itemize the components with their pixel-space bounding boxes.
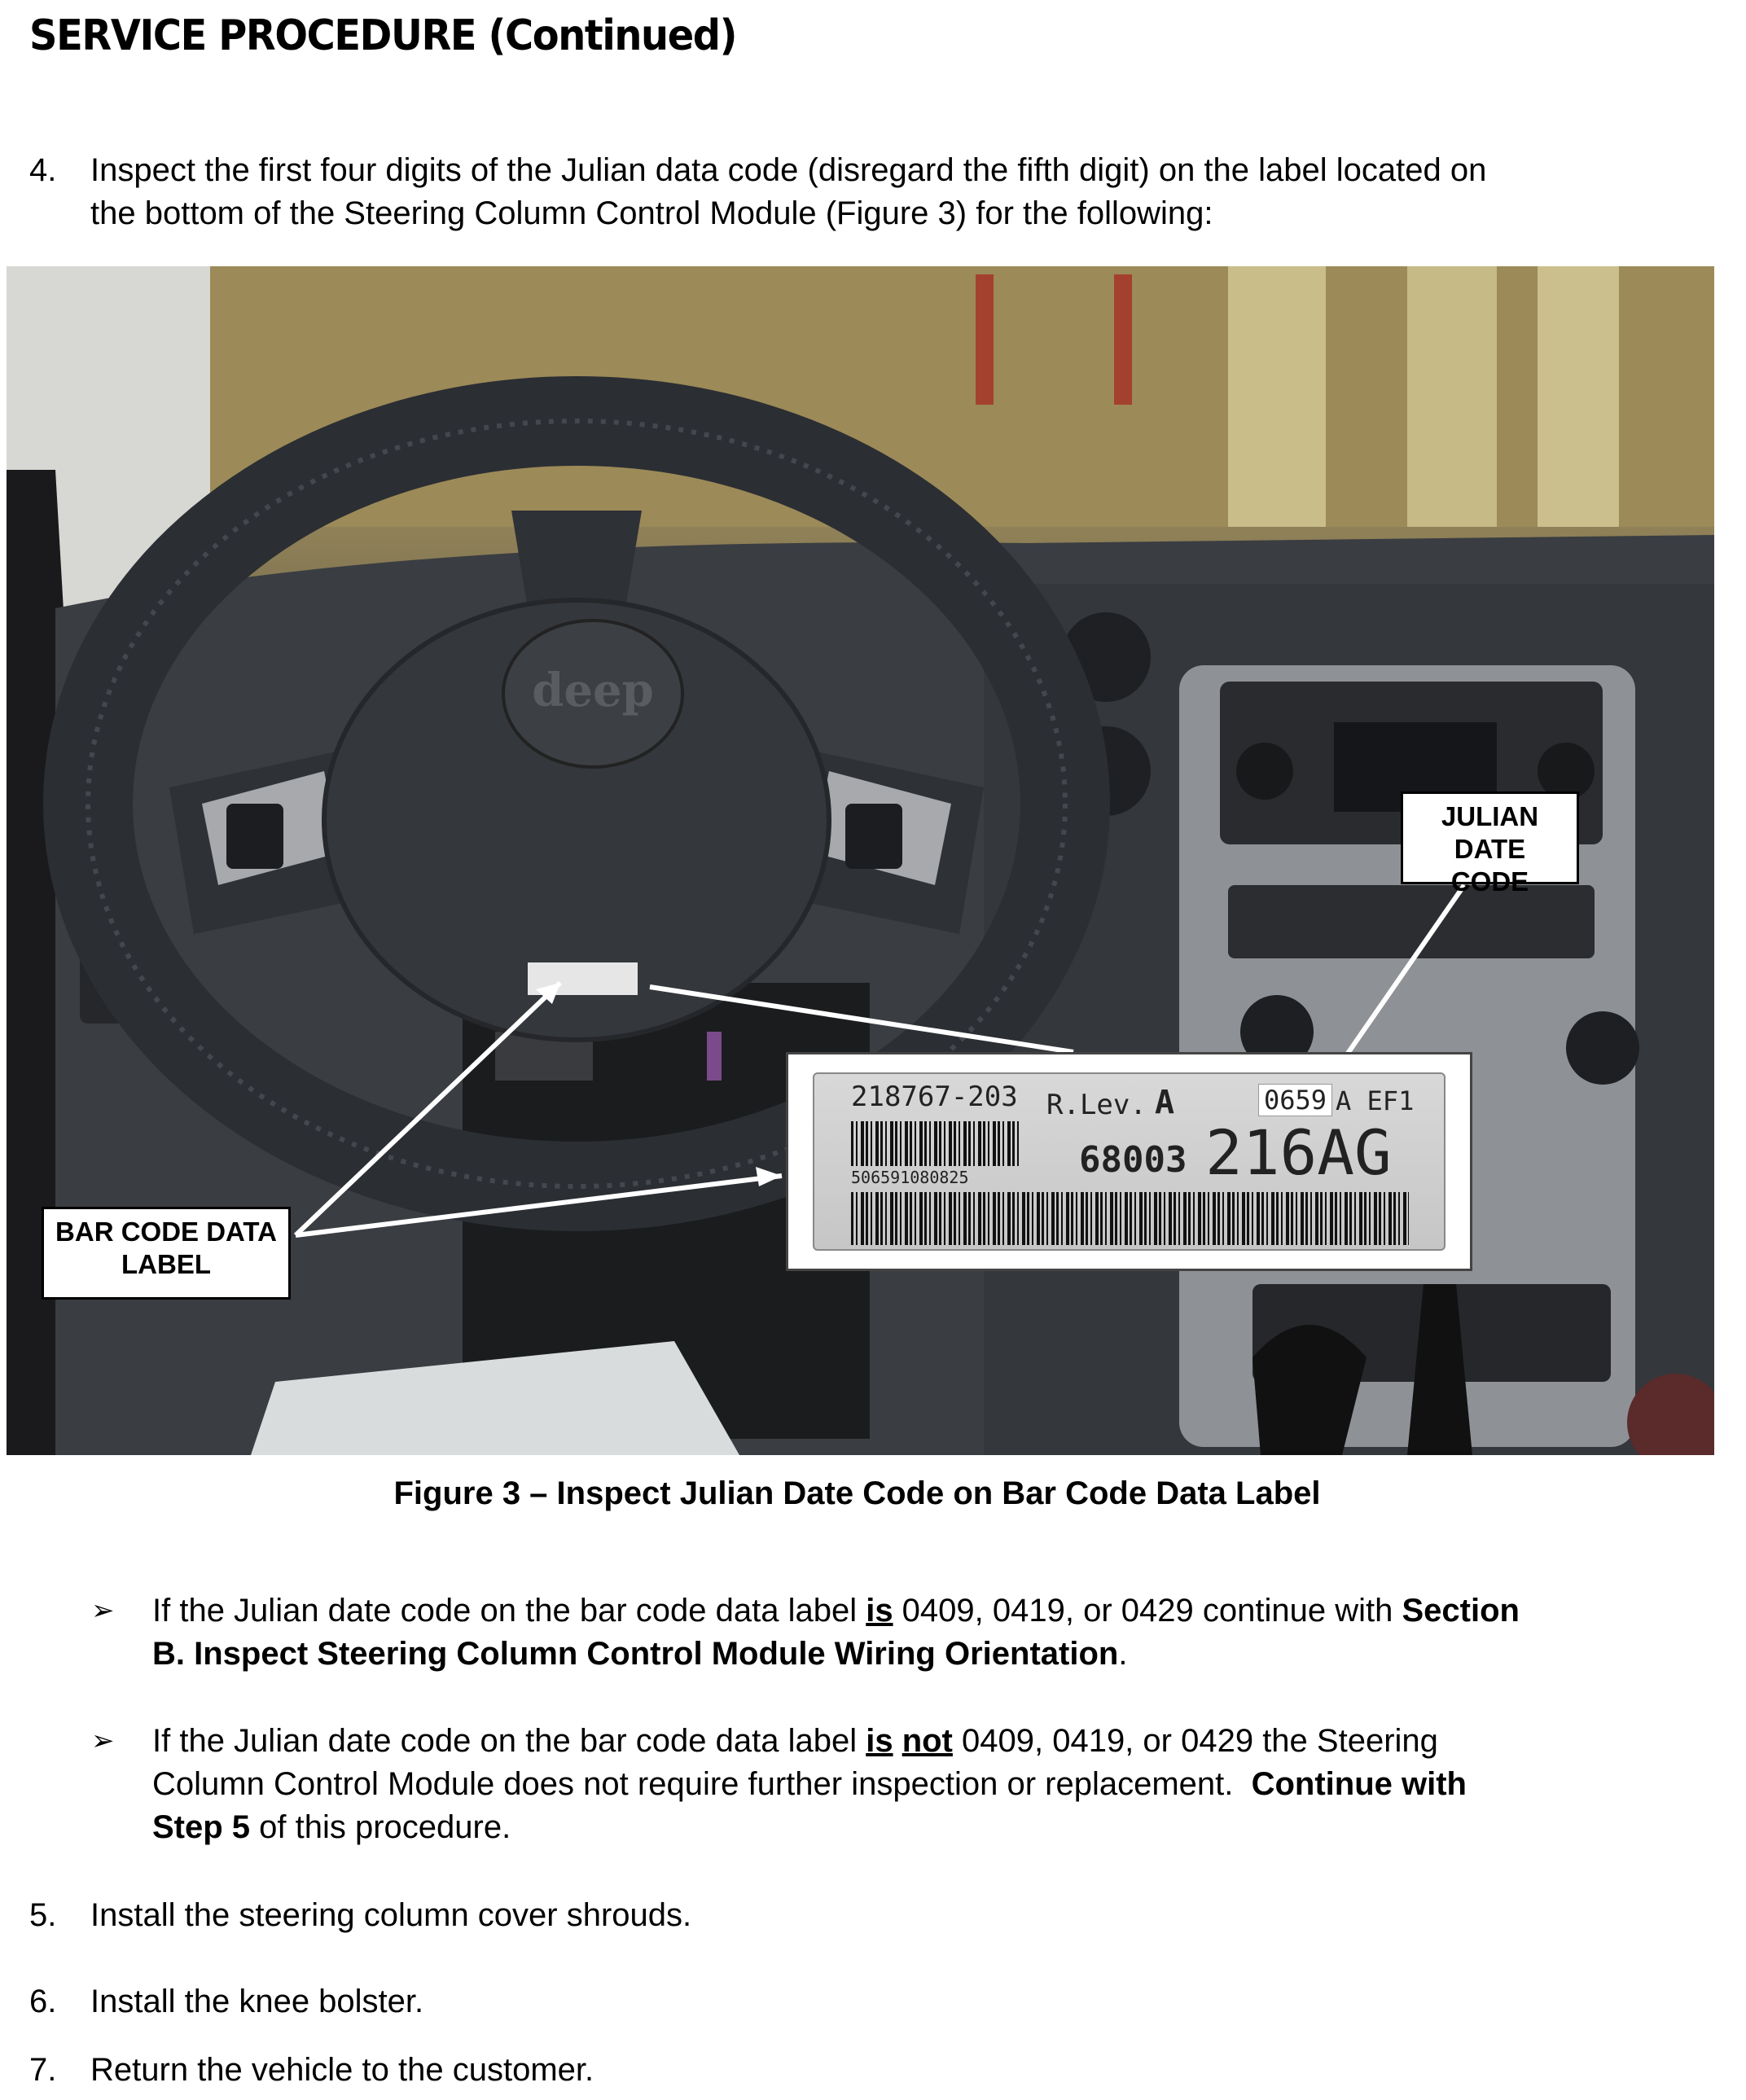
- callout-text-line1: BAR CODE DATA: [55, 1217, 277, 1247]
- bullet-text-line2: [152, 1763, 1467, 1806]
- label-part-number: 218767-203: [851, 1081, 1018, 1113]
- text-run: 0409, 0419, or 0429 the Steering: [952, 1723, 1438, 1759]
- step-number: 4.: [29, 152, 57, 188]
- text-run: 0409, 0419, or 0429 continue with: [893, 1593, 1402, 1629]
- label-revision-value: A: [1155, 1084, 1175, 1121]
- step-text-line2: the bottom of the Steering Column Control Module (Figure 3) for the following:: [90, 195, 1213, 231]
- emphasis-is: is: [866, 1723, 893, 1759]
- barcode-main: [851, 1192, 1409, 1245]
- step-text: Install the knee bolster.: [90, 1984, 424, 2019]
- callout-text-line2: CODE: [1450, 866, 1529, 897]
- figure-3-photo: [7, 266, 1714, 1455]
- barcode-label-face: [813, 1072, 1445, 1251]
- step-text-line1: Inspect the first four digits of the Julian data code (disregard the fifth digit) on the label located on: [90, 152, 1487, 188]
- text-run: Column Control Module does not require further inspection or replacement.: [152, 1766, 1252, 1802]
- label-partno-large: 216AG: [1205, 1116, 1392, 1189]
- bar-code-data-label-callout: [42, 1207, 291, 1300]
- svg-text:deep: deep: [532, 664, 654, 717]
- text-run: of this procedure.: [250, 1809, 511, 1845]
- emphasis-is: is: [866, 1593, 893, 1629]
- page-heading: SERVICE PROCEDURE (Continued): [29, 11, 737, 60]
- figure-caption: Figure 3 – Inspect Julian Date Code on Bar Code Data Label: [393, 1475, 1321, 1511]
- bold-run: B. Inspect Steering Column Control Module Wiring Orientation: [152, 1636, 1119, 1672]
- barcode-small: [851, 1121, 1022, 1166]
- step-text: Return the vehicle to the customer.: [90, 2052, 594, 2088]
- label-julian-date: 0659: [1258, 1084, 1332, 1116]
- text-run: If the Julian date code on the bar code data label: [152, 1593, 866, 1629]
- step-number: 7.: [29, 2052, 57, 2088]
- bullet-arrow-icon: ➢: [91, 1725, 115, 1756]
- callout-text-line2: LABEL: [121, 1249, 211, 1279]
- text-run: .: [1118, 1636, 1128, 1672]
- text-run: If the Julian date code on the bar code data label: [152, 1723, 866, 1759]
- bullet-text-line3: [152, 1806, 511, 1849]
- barcode-label-inset: [786, 1052, 1472, 1271]
- label-partno-small: 68003: [1079, 1139, 1187, 1181]
- bullet-arrow-icon: ➢: [91, 1595, 115, 1626]
- emphasis-not: not: [902, 1723, 953, 1759]
- label-serial: 506591080825: [851, 1168, 969, 1187]
- step-number: 6.: [29, 1984, 57, 2019]
- callout-text-line1: JULIAN DATE: [1441, 801, 1539, 864]
- label-revision-prefix: R.Lev.: [1046, 1089, 1147, 1121]
- bold-run: Section: [1402, 1593, 1520, 1629]
- label-date-suffix: A EF1: [1336, 1085, 1415, 1116]
- julian-date-code-callout: [1401, 791, 1579, 897]
- bullet-text-line1: [152, 1589, 1520, 1633]
- step-number: 5.: [29, 1897, 57, 1933]
- bullet-text-line2: [152, 1633, 1127, 1676]
- bullet-text-line1: [152, 1720, 1438, 1763]
- bold-run: Step 5: [152, 1809, 251, 1845]
- bold-run: Continue with: [1251, 1766, 1467, 1802]
- step-text: Install the steering column cover shrouds.: [90, 1897, 692, 1933]
